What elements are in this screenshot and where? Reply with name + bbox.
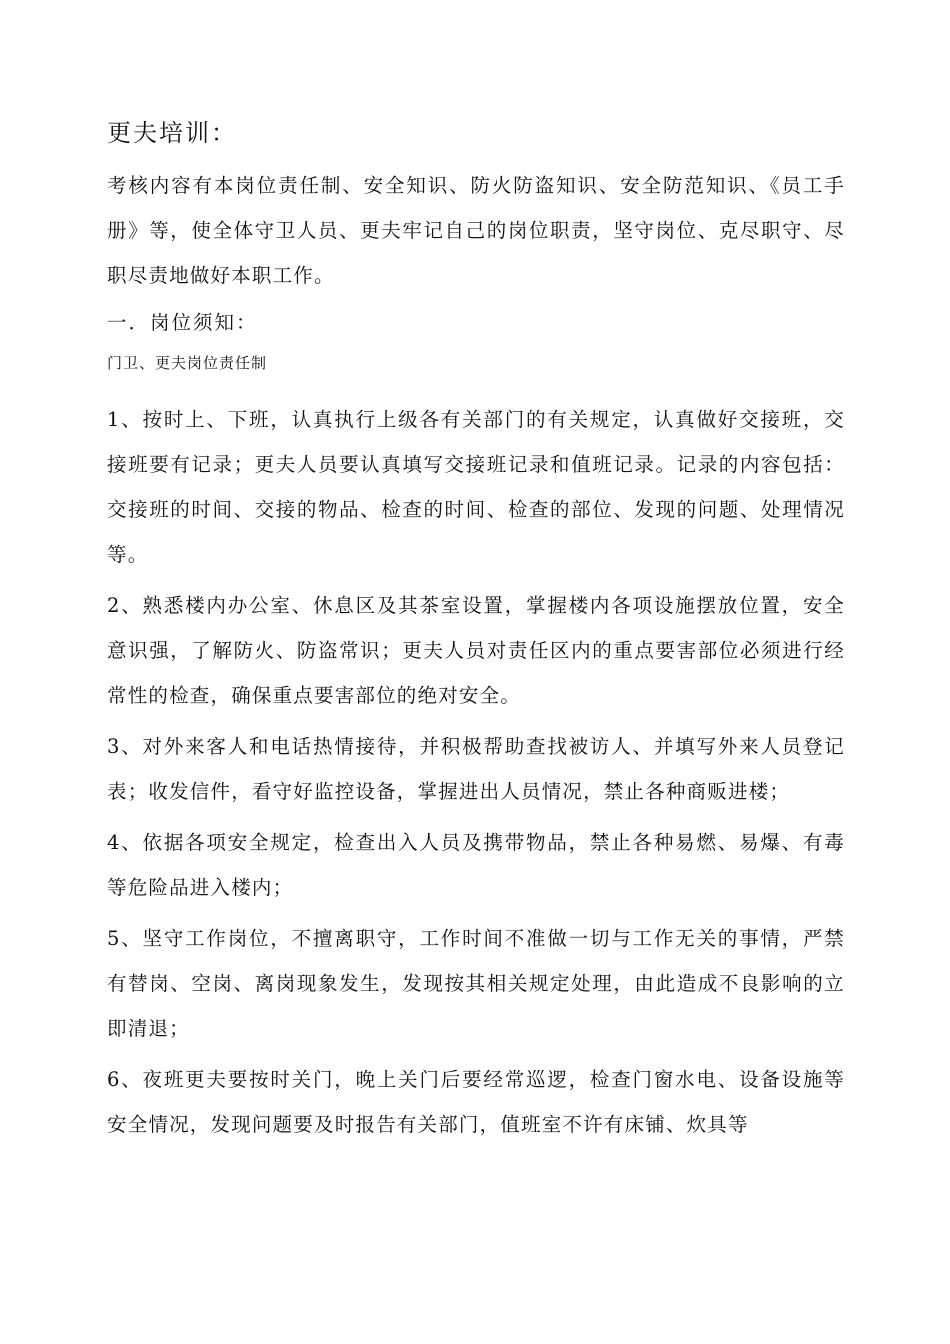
list-item: 4、依据各项安全规定，检查出入人员及携带物品，禁止各种易燃、易爆、有毒等危险品进入楼内； xyxy=(107,831,845,899)
subheading: 门卫、更夫岗位责任制 xyxy=(107,354,268,372)
list-item: 3、对外来客人和电话热情接待，并积极帮助查找被访人、并填写外来人员登记表；收发信件，看守好监控设备，掌握进出人员情况，禁止各种商贩进楼； xyxy=(107,735,845,803)
list-item: 1、按时上、下班，认真执行上级各有关部门的有关规定，认真做好交接班，交接班要有记录；更夫人员要认真填写交接班记录和值班记录。记录的内容包括：交接班的时间、交接的物品、检查的时间、检查的部位、发现的问题、处理情况等。 xyxy=(107,408,845,566)
intro-paragraph: 考核内容有本岗位责任制、安全知识、防火防盗知识、安全防范知识、《员工手册》等，使全体守卫人员、更夫牢记自己的岗位职责，坚守岗位、克尽职守、尽职尽责地做好本职工作。 xyxy=(107,174,845,287)
document-title: 更夫培训： xyxy=(107,119,237,147)
section-heading: 一．岗位须知： xyxy=(107,311,258,334)
list-item: 2、熟悉楼内办公室、休息区及其茶室设置，掌握楼内各项设施摆放位置，安全意识强，了解防火、防盗常识；更夫人员对责任区内的重点要害部位必须进行经常性的检查，确保重点要害部位的绝对安全。 xyxy=(107,594,845,707)
list-item: 6、夜班更夫要按时关门，晚上关门后要经常巡逻，检查门窗水电、设备设施等安全情况，发现问题要及时报告有关部门，值班室不许有床铺、炊具等 xyxy=(107,1068,845,1136)
list-item: 5、坚守工作岗位，不擅离职守，工作时间不准做一切与工作无关的事情，严禁有替岗、空岗、离岗现象发生，发现按其相关规定处理，由此造成不良影响的立即清退； xyxy=(107,927,845,1040)
document-body xyxy=(107,113,845,1153)
